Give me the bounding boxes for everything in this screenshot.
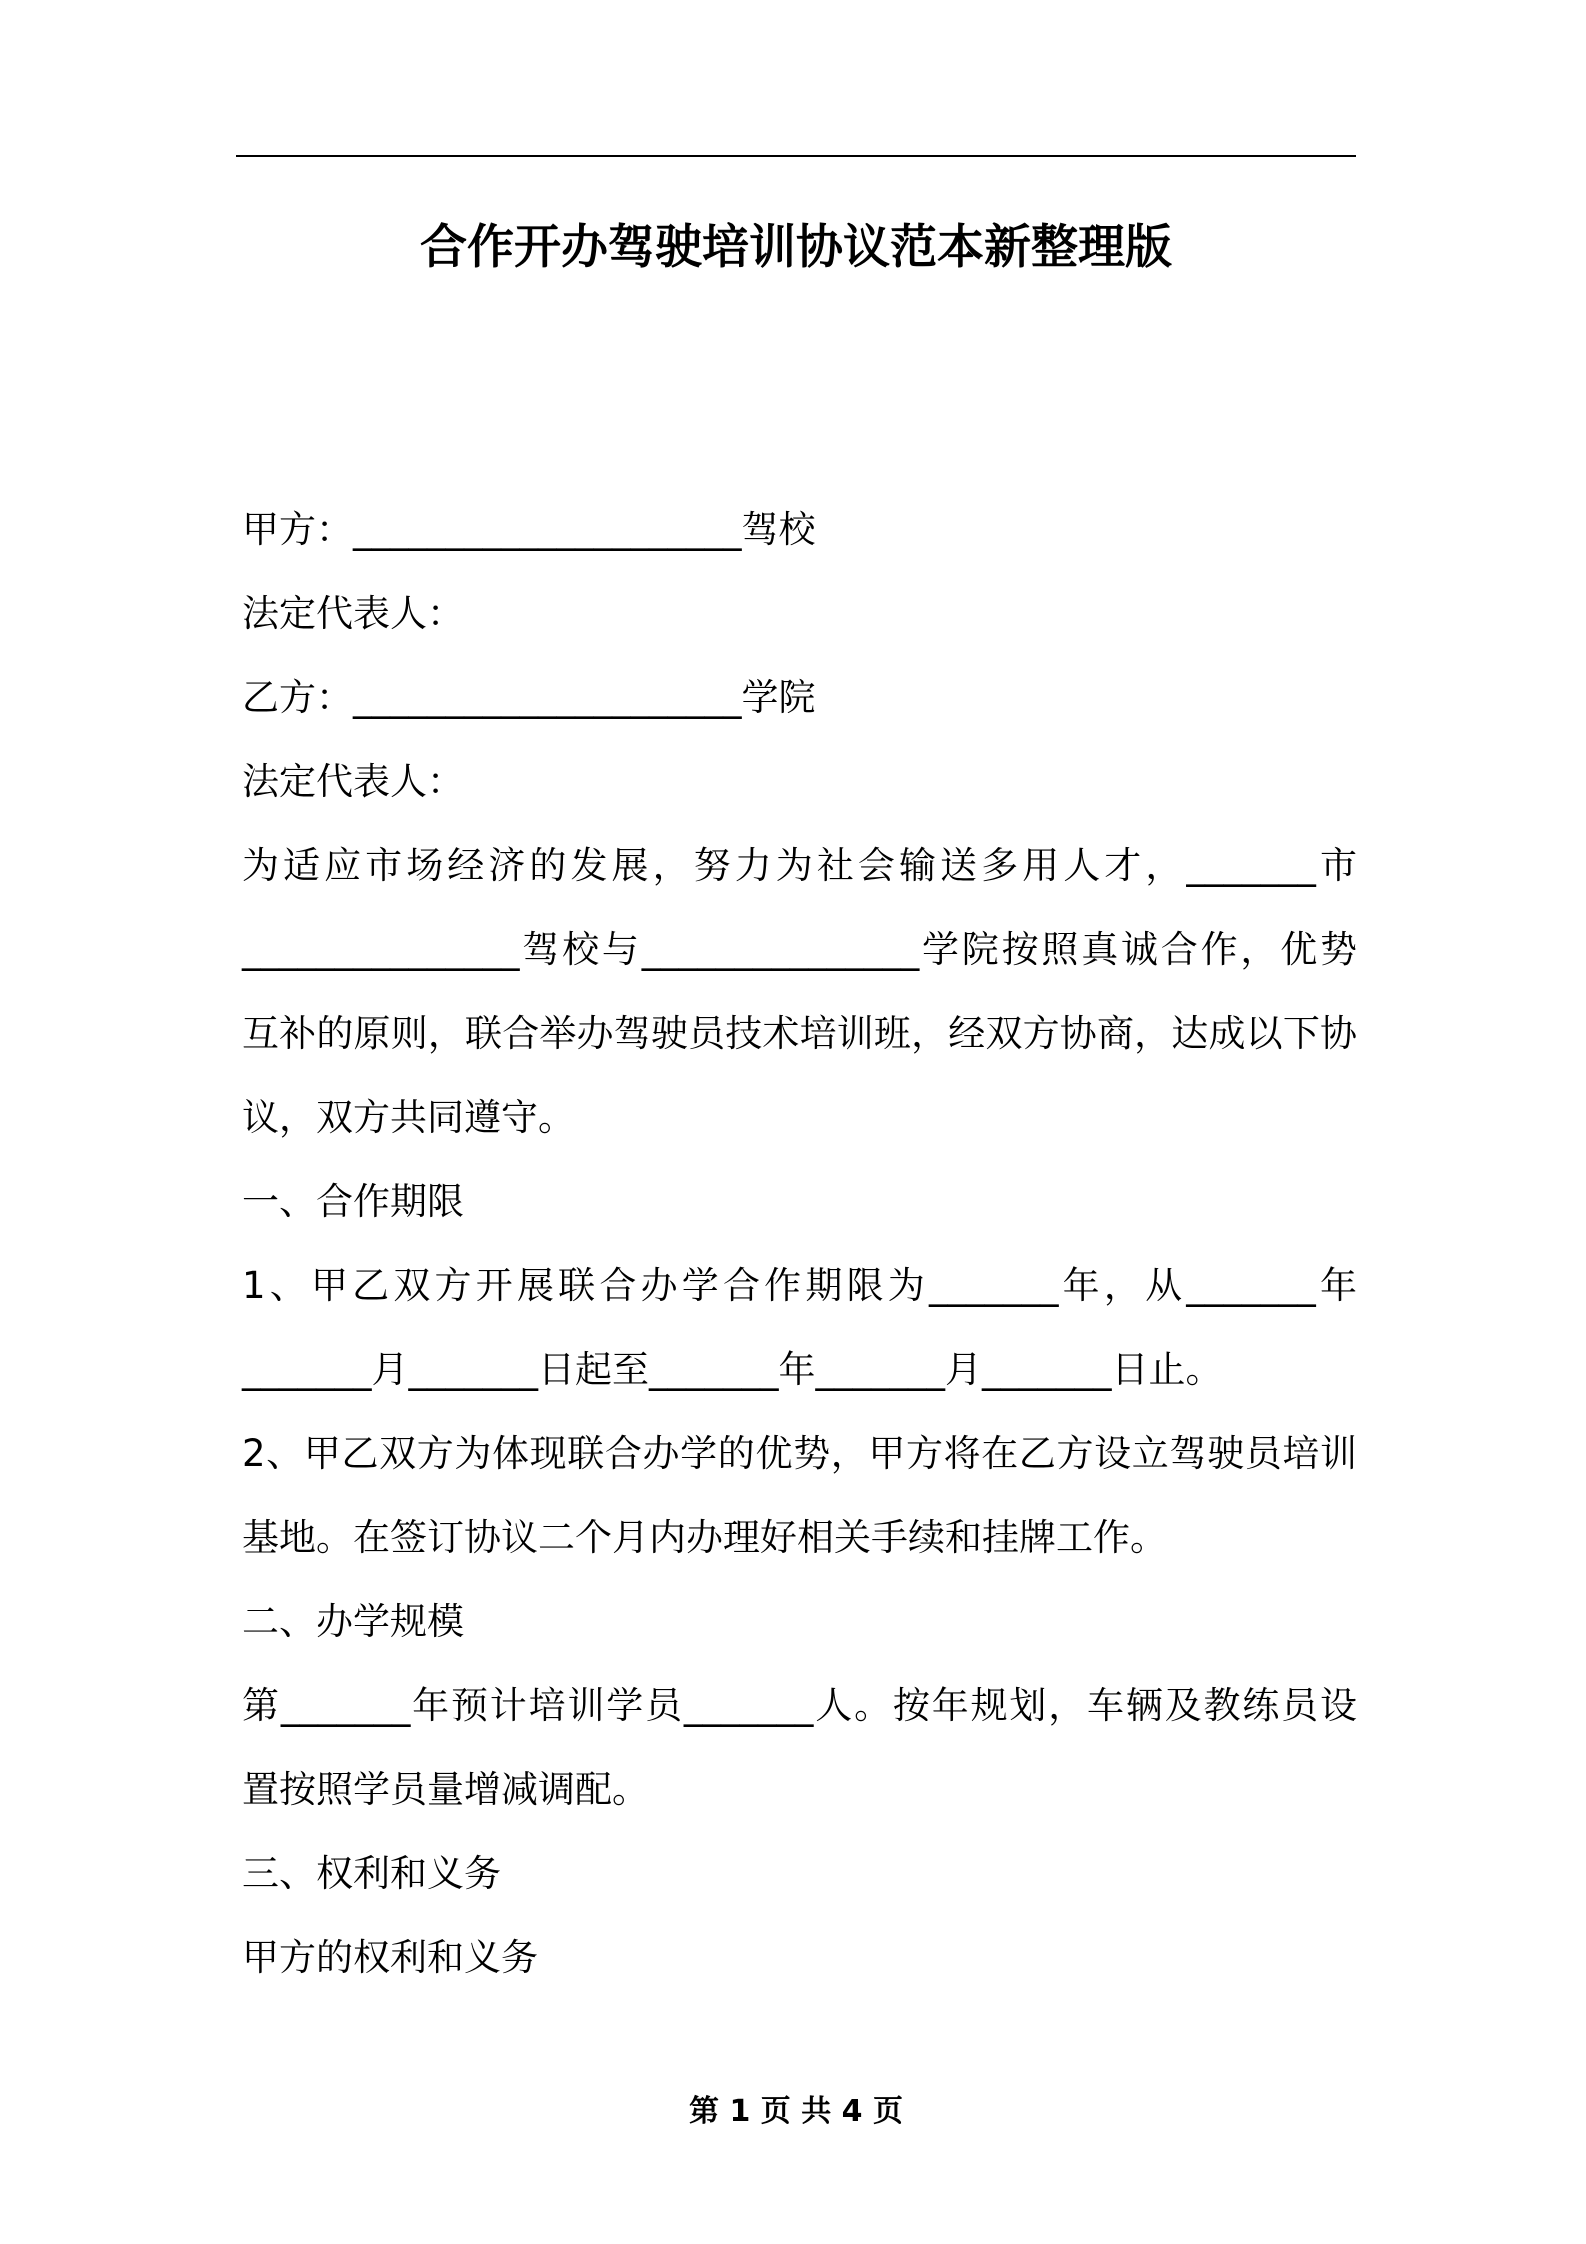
document-title: 合作开办驾驶培训协议范本新整理版 [420,220,1172,275]
clause-1-line-1: 1、甲乙双方开展联合办学合作期限为_______年，从_______年 [242,1264,1357,1307]
party-a-line: 甲方：_____________________驾校 [242,508,816,551]
header-rule [236,155,1356,157]
party-a-rights-heading: 甲方的权利和义务 [242,1936,538,1979]
preamble-line-1: 为适应市场经济的发展，努力为社会输送多用人才，_______市 [242,844,1357,887]
preamble-line-3: 互补的原则，联合举办驾驶员技术培训班，经双方协商，达成以下协 [242,1012,1357,1055]
clause-2-line-1: 2、甲乙双方为体现联合办学的优势，甲方将在乙方设立驾驶员培训 [242,1432,1357,1475]
party-a-representative: 法定代表人： [242,592,464,635]
section-heading-cooperation-term: 一、合作期限 [242,1180,464,1223]
document-body [242,488,1357,2000]
clause-1-line-2: _______月_______日起至_______年_______月_______日止。 [242,1348,1223,1391]
page-number-footer: 第 1 页 共 4 页 [689,2094,903,2129]
party-b-line: 乙方：_____________________学院 [242,676,816,719]
party-b-representative: 法定代表人： [242,760,464,803]
scale-line-1: 第_______年预计培训学员_______人。按年规划，车辆及教练员设 [242,1684,1357,1727]
section-heading-scale: 二、办学规模 [242,1600,464,1643]
preamble-line-2: _______________驾校与_______________学院按照真诚合作，优势 [242,928,1357,971]
scale-line-2: 置按照学员量增减调配。 [242,1768,649,1811]
preamble-line-4: 议，双方共同遵守。 [242,1096,575,1139]
section-heading-rights: 三、权利和义务 [242,1852,501,1895]
clause-2-line-2: 基地。在签订协议二个月内办理好相关手续和挂牌工作。 [242,1516,1167,1559]
